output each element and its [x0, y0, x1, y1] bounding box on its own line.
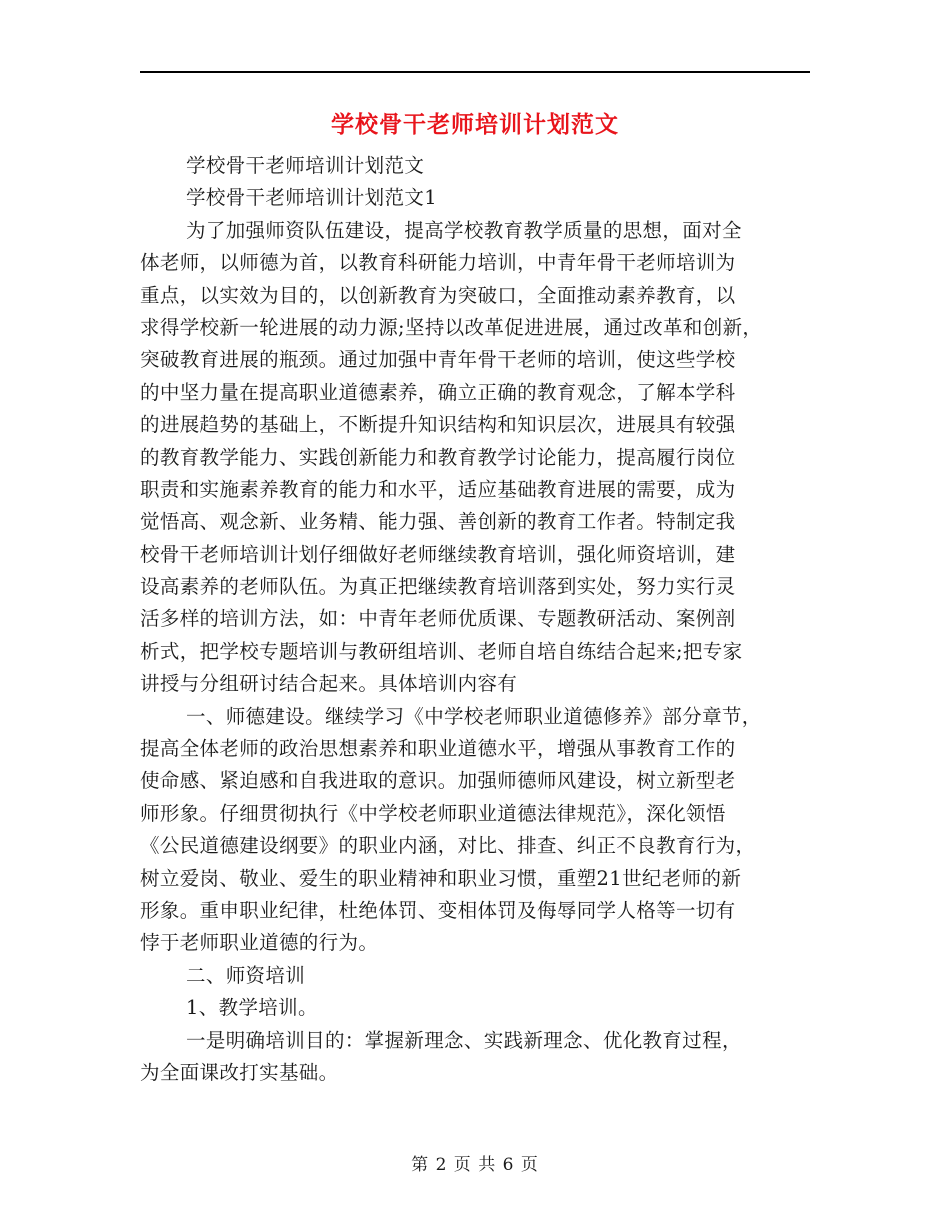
page-number-footer: 第 2 页 共 6 页 [411, 1155, 539, 1175]
text-line: 师形象。仔细贯彻执行《中学校老师职业道德法律规范》，深化领悟 [140, 801, 726, 825]
text-line: 校骨干老师培训计划仔细做好老师继续教育培训，强化师资培训，建 [140, 542, 736, 566]
header-rule [140, 71, 810, 73]
text-line: 一、师德建设。继续学习《中学校老师职业道德修养》部分章节， [186, 704, 762, 728]
text-line: 的进展趋势的基础上，不断提升知识结构和知识层次，进展具有较强 [140, 413, 736, 437]
text-line: 《公民道德建设纲要》的职业内涵，对比、排查、纠正不良教育行为， [140, 834, 756, 858]
text-line: 使命感、紧迫感和自我进取的意识。加强师德师风建设，树立新型老 [140, 769, 736, 793]
text-line: 的教育教学能力、实践创新能力和教育教学讨论能力，提高履行岗位 [140, 445, 736, 469]
text-line: 讲授与分组研讨结合起来。具体培训内容有 [140, 672, 518, 696]
text-line: 设高素养的老师队伍。为真正把继续教育培训落到实处，努力实行灵 [140, 575, 736, 599]
text-line: 学校骨干老师培训计划范文1 [186, 186, 437, 210]
document-body [140, 150, 810, 1089]
text-line: 的中坚力量在提高职业道德素养，确立正确的教育观念，了解本学科 [140, 380, 736, 404]
text-line: 形象。重申职业纪律，杜绝体罚、变相体罚及侮辱同学人格等一切有 [140, 898, 736, 922]
text-line: 1、教学培训。 [186, 996, 318, 1020]
text-line: 活多样的培训方法，如：中青年老师优质课、专题教研活动、案例剖 [140, 607, 736, 631]
text-line: 悖于老师职业道德的行为。 [140, 931, 379, 955]
text-line: 学校骨干老师培训计划范文 [186, 154, 425, 177]
text-line: 为了加强师资队伍建设，提高学校教育教学质量的思想，面对全 [186, 218, 742, 242]
text-line: 析式，把学校专题培训与教研组培训、老师自培自练结合起来;把专家 [140, 639, 743, 663]
text-line: 觉悟高、观念新、业务精、能力强、善创新的教育工作者。特制定我 [140, 510, 736, 534]
text-line: 二、师资培训 [186, 963, 306, 987]
text-line: 提高全体老师的政治思想素养和职业道德水平，增强从事教育工作的 [140, 737, 736, 761]
text-line: 职责和实施素养教育的能力和水平，适应基础教育进展的需要，成为 [140, 477, 736, 501]
text-line: 树立爱岗、敬业、爱生的职业精神和职业习惯，重塑21世纪老师的新 [140, 866, 742, 890]
text-line: 突破教育进展的瓶颈。通过加强中青年骨干老师的培训，使这些学校 [140, 348, 736, 372]
text-line: 求得学校新一轮进展的动力源;坚持以改革促进进展，通过改革和创新， [140, 315, 763, 339]
text-line: 一是明确培训目的：掌握新理念、实践新理念、优化教育过程， [186, 1028, 742, 1052]
document-title: 学校骨干老师培训计划范文 [331, 111, 619, 138]
text-line: 为全面课改打实基础。 [140, 1060, 339, 1084]
text-line: 重点，以实效为目的，以创新教育为突破口，全面推动素养教育，以 [140, 283, 736, 307]
text-line: 体老师，以师德为首，以教育科研能力培训，中青年骨干老师培训为 [140, 251, 736, 275]
